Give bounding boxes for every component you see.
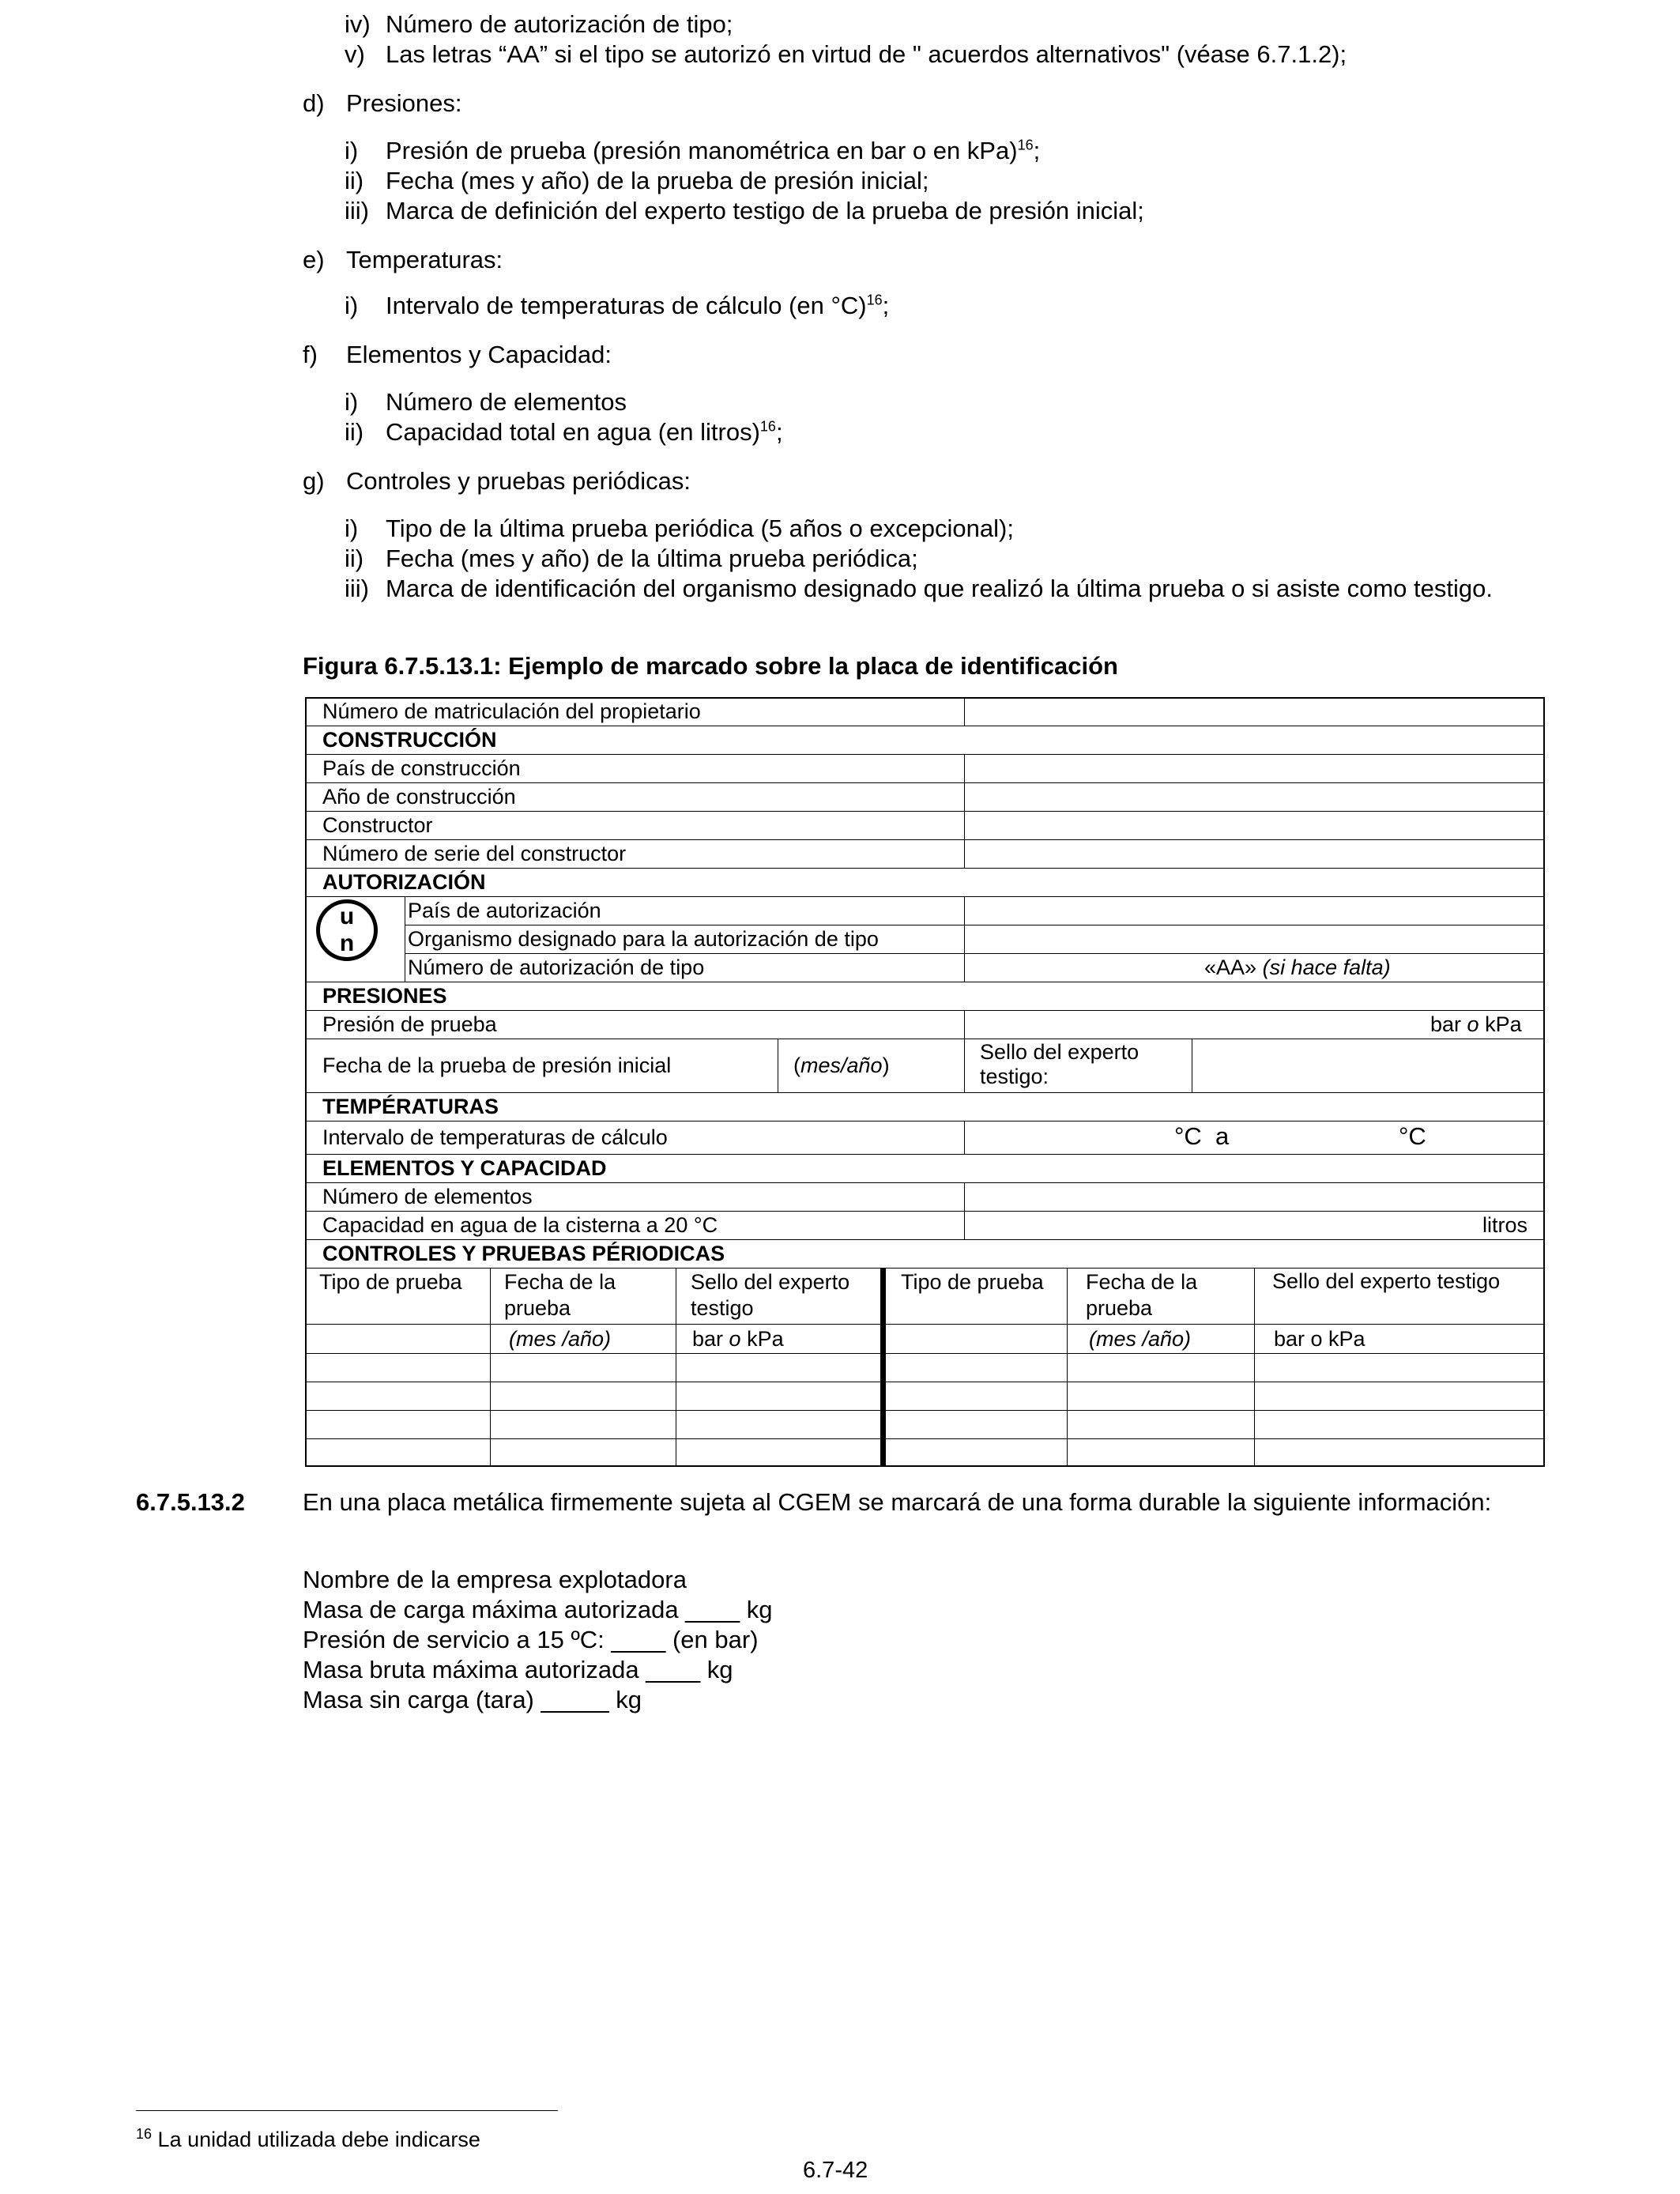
plate-info-line: Masa de carga máxima autorizada ____ kg bbox=[303, 1596, 773, 1623]
list-item: Intervalo de temperaturas de cálculo (en °C)$^{16}$; bbox=[386, 292, 890, 319]
temperatures-header: TEMPÉRATURAS bbox=[322, 1095, 499, 1118]
authorization-row: País de autorización bbox=[408, 899, 601, 922]
list-marker: ii) bbox=[345, 418, 364, 446]
col-test-date: Fecha de la prueba bbox=[1086, 1270, 1198, 1320]
section-heading: Temperaturas: bbox=[346, 246, 503, 273]
list-item: Tipo de la última prueba periódica (5 años o excepcional); bbox=[386, 515, 1014, 542]
list-item: Presión de prueba (presión manométrica en bar o en kPa)$^{16}$; bbox=[386, 137, 1041, 164]
col-witness-stamp: Sello del experto testigo bbox=[691, 1270, 850, 1320]
page-number: 6.7-42 bbox=[803, 2158, 868, 2183]
construction-row: Constructor bbox=[322, 813, 433, 837]
list-item: Número de autorización de tipo; bbox=[386, 10, 733, 38]
witness-stamp-label: Sello del experto testigo: bbox=[980, 1040, 1139, 1088]
construction-row: Año de construcción bbox=[322, 785, 516, 809]
list-marker: ii) bbox=[345, 545, 364, 572]
list-marker: iii) bbox=[345, 575, 369, 602]
pressure-unit: bar o kPa bbox=[1430, 1012, 1522, 1036]
list-marker: i) bbox=[345, 292, 359, 319]
elements-header: ELEMENTOS Y CAPACIDAD bbox=[322, 1156, 607, 1180]
construction-row: Número de serie del constructor bbox=[322, 842, 627, 865]
litros-unit: litros bbox=[1482, 1213, 1528, 1237]
col-test-type: Tipo de prueba bbox=[901, 1270, 1044, 1294]
section-heading: Elementos y Capacidad: bbox=[346, 341, 612, 368]
section-marker: d) bbox=[303, 89, 325, 117]
section-marker: e) bbox=[303, 246, 325, 273]
list-marker: ii) bbox=[345, 167, 364, 194]
construction-row: País de construcción bbox=[322, 756, 521, 780]
plate-info-line: Presión de servicio a 15 ºC: ____ (en bar) bbox=[303, 1626, 759, 1653]
list-marker: v) bbox=[345, 40, 365, 68]
authorization-row: Organismo designado para la autorización de tipo bbox=[408, 927, 879, 951]
plate-info-line: Masa bruta máxima autorizada ____ kg bbox=[303, 1656, 733, 1683]
authorization-header: AUTORIZACIÓN bbox=[322, 870, 486, 894]
deg-c: °C bbox=[1399, 1122, 1426, 1150]
authorization-row: Número de autorización de tipo bbox=[408, 956, 705, 979]
un-logo: u n bbox=[316, 899, 378, 961]
num-elements-label: Número de elementos bbox=[322, 1185, 533, 1208]
pressures-header: PRESIONES bbox=[322, 984, 447, 1008]
list-item: Fecha (mes y año) de la última prueba periódica; bbox=[386, 545, 918, 572]
section-marker: g) bbox=[303, 467, 325, 495]
initial-test-date-label: Fecha de la prueba de presión inicial bbox=[322, 1054, 672, 1077]
list-marker: i) bbox=[345, 137, 359, 164]
list-marker: i) bbox=[345, 515, 359, 542]
aa-marker: «AA» (si hace falta) bbox=[1204, 956, 1391, 979]
paragraph-number: 6.7.5.13.2 bbox=[136, 1488, 245, 1516]
pressure-unit-sub: bar o kPa bbox=[1274, 1327, 1365, 1351]
month-year-sub: (mes /año) bbox=[1089, 1327, 1192, 1351]
section-heading: Controles y pruebas periódicas: bbox=[346, 467, 691, 495]
water-capacity-label: Capacidad en agua de la cisterna a 20 °C bbox=[322, 1213, 718, 1237]
list-marker: iii) bbox=[345, 197, 369, 224]
deg-c-a: °C a bbox=[1174, 1122, 1230, 1150]
periodic-header: CONTROLES Y PRUEBAS PÉRIODICAS bbox=[322, 1242, 725, 1265]
section-heading: Presiones: bbox=[346, 89, 462, 117]
construction-header: CONSTRUCCIÓN bbox=[322, 728, 497, 752]
col-witness-stamp: Sello del experto testigo bbox=[1272, 1269, 1501, 1293]
month-year-label: (mes/año) bbox=[793, 1054, 890, 1077]
col-test-date: Fecha de la prueba bbox=[504, 1270, 616, 1320]
footnote: $^{16}$ La unidad utilizada debe indicarse bbox=[136, 2126, 480, 2151]
temp-range-label: Intervalo de temperaturas de cálculo bbox=[322, 1125, 668, 1149]
figure-caption: Figura 6.7.5.13.1: Ejemplo de marcado sobre la placa de identificación bbox=[303, 652, 1118, 680]
list-item: Número de elementos bbox=[386, 388, 627, 416]
month-year-sub: (mes /año) bbox=[509, 1327, 612, 1351]
list-item: Marca de identificación del organismo designado que realizó la última prueba o si asiste como testigo. bbox=[386, 575, 1493, 602]
section-marker: f) bbox=[303, 341, 318, 368]
owner-registration-label: Número de matriculación del propietario bbox=[322, 699, 701, 723]
plate-info-line: Nombre de la empresa explotadora bbox=[303, 1566, 687, 1593]
list-item: Las letras “AA” si el tipo se autorizó en virtud de " acuerdos alternativos" (véase 6.7.1.2); bbox=[386, 40, 1347, 68]
list-marker: iv) bbox=[345, 10, 371, 38]
list-item: Fecha (mes y año) de la prueba de presión inicial; bbox=[386, 167, 929, 194]
test-pressure-label: Presión de prueba bbox=[322, 1012, 497, 1036]
paragraph-text: En una placa metálica firmemente sujeta al CGEM se marcará de una forma durable la siguiente información: bbox=[303, 1488, 1492, 1516]
col-test-type: Tipo de prueba bbox=[319, 1270, 462, 1294]
plate-info-line: Masa sin carga (tara) _____ kg bbox=[303, 1686, 642, 1713]
list-marker: i) bbox=[345, 388, 359, 416]
list-item: Capacidad total en agua (en litros)$^{16}$; bbox=[386, 418, 783, 446]
pressure-unit-sub: bar o kPa bbox=[692, 1327, 784, 1351]
list-item: Marca de definición del experto testigo de la prueba de presión inicial; bbox=[386, 197, 1144, 224]
footnote-rule bbox=[136, 2110, 558, 2111]
